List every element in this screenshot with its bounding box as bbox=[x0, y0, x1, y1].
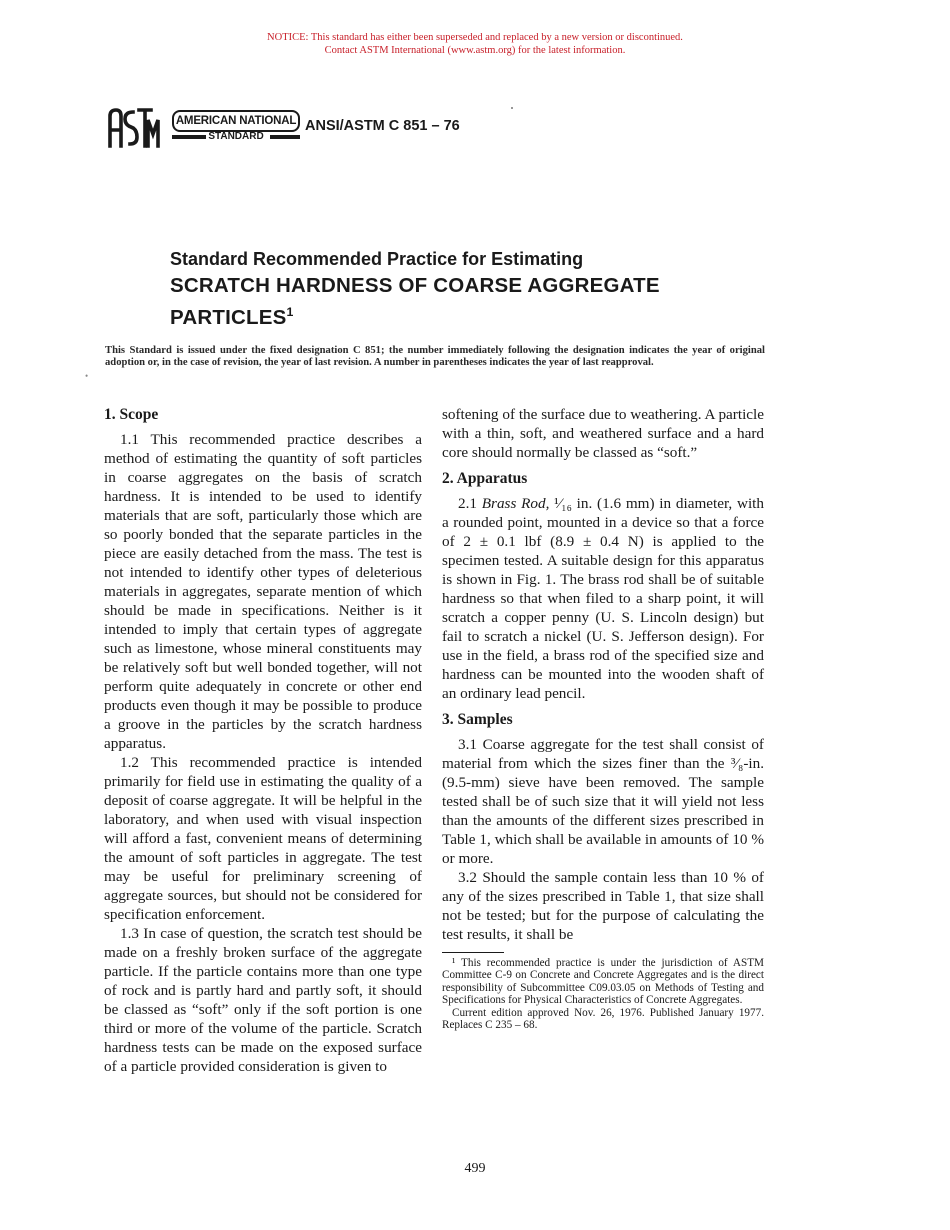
paragraph-3-1: 3.1 Coarse aggregate for the test shall consist of material from which the sizes finer than the ³⁄₈-in. (9.5-mm) sieve have been removed. The sample tested shall be of such size that it will yield not less than the amounts of the different sizes prescribed in Table 1, which shall be available in amounts of 10 % or more. bbox=[442, 736, 764, 867]
paragraph-1-3-continued: softening of the surface due to weathering. A particle with a thin, soft, and weathered surface and a hard core should normally be classed as “soft.” bbox=[442, 406, 764, 461]
title-line-1: Standard Recommended Practice for Estimating bbox=[170, 249, 584, 269]
left-column bbox=[104, 405, 422, 1076]
footnote bbox=[442, 957, 764, 1031]
badge-bottom-label: STANDARD bbox=[208, 131, 264, 142]
supersession-notice bbox=[0, 31, 950, 57]
standard-designation: ANSI/ASTM C 851 – 76 bbox=[305, 118, 460, 134]
notice-line-1: NOTICE: This standard has either been superseded and replaced by a new version or discontinued. bbox=[267, 32, 683, 43]
paragraph-3-2: 3.2 Should the sample contain less than 10 % of any of the sizes prescribed in Table 1, that size shall not be tested; but for the purpose of calculating the test results, it shall be bbox=[442, 869, 764, 943]
margin-mark: • bbox=[85, 371, 89, 381]
paragraph-2-1-number: 2.1 bbox=[458, 495, 477, 512]
paragraph-2-1-text: ¹⁄₁₆ in. (1.6 mm) in diameter, with a rounded point, mounted in a device so that a force of 2 ± 0.1 lbf (8.9 ± 0.4 N) is applied to the specimen tested. A suitable design for this apparatus is shown in Fig. 1. The brass rod shall be of suitable hardness so that when filed to a sharp point, it will scratch a copper penny (U. S. Lincoln design) but fail to scratch a nickel (U. S. Jefferson design). For use in the field, a brass rod of the specified size and hardness can be mounted into the wooden shaft of an ordinary lead pencil. bbox=[442, 495, 764, 702]
title-line-3-text: PARTICLES bbox=[170, 305, 287, 329]
paragraph-1-3: 1.3 In case of question, the scratch test should be made on a freshly broken surface of the aggregate particle. If the particle contains more than one type of rock and is partly hard and partly soft, it should be classed as “soft” only if the soft portion is one third or more of the volume of the particle. Scratch hardness tests can be made on the exposed surface of a particle provided consideration is given to bbox=[104, 925, 422, 1075]
badge-right-bar bbox=[270, 135, 300, 139]
scan-speck bbox=[511, 107, 513, 109]
section-heading-apparatus: 2. Apparatus bbox=[442, 470, 528, 487]
right-column bbox=[442, 405, 764, 1031]
title-footnote-mark: 1 bbox=[286, 305, 294, 319]
section-heading-scope: 1. Scope bbox=[104, 406, 159, 423]
paragraph-1-2: 1.2 This recommended practice is intended primarily for field use in estimating the quality of a deposit of coarse aggregate. It will be helpful in the laboratory, and when used with visual inspection will afford a fast, convenient means of determining the amount of soft particles in aggregate. The test may be useful for preliminary screening of aggregate sources, but should not be considered for specification enforcement. bbox=[104, 754, 422, 923]
astm-logo-icon bbox=[106, 106, 160, 150]
title-line-2: SCRATCH HARDNESS OF COARSE AGGREGATE bbox=[170, 274, 660, 297]
badge-top-label: AMERICAN NATIONAL bbox=[172, 110, 300, 132]
footnote-separator bbox=[442, 952, 504, 953]
american-national-standard-badge bbox=[172, 110, 300, 140]
issue-note: This Standard is issued under the fixed designation C 851; the number immediately following the designation indicates the year of original adoption or, in the case of revision, the year of last revision. A number in parentheses indicates the year of last reapproval. bbox=[105, 345, 765, 368]
document-title bbox=[170, 246, 770, 331]
paragraph-2-1-term: Brass Rod, bbox=[481, 495, 550, 512]
footnote-1: ¹ This recommended practice is under the jurisdiction of ASTM Committee C-9 on Concrete and Concrete Aggregates and is the direct responsibility of Subcommittee C09.03.05 on Methods of Testing and Specifications for Physical Characteristics of Concrete Aggregates. bbox=[442, 957, 764, 1007]
paragraph-2-1 bbox=[442, 494, 764, 703]
section-heading-samples: 3. Samples bbox=[442, 711, 513, 728]
footnote-edition: Current edition approved Nov. 26, 1976. Published January 1977. Replaces C 235 – 68. bbox=[442, 1006, 764, 1032]
title-line-3 bbox=[170, 299, 770, 331]
notice-line-2: Contact ASTM International (www.astm.org) for the latest information. bbox=[324, 45, 626, 56]
paragraph-1-1: 1.1 This recommended practice describes a method of estimating the quantity of soft particles in coarse aggregates on the basis of scratch hardness. It is intended to be used to identify materials that are soft, particularly those which are so poorly bonded that the separate particles in the piece are easily detached from the mass. The test is not intended to identify other types of deleterious materials in aggregates, separate mention of which should be made in specifications. Neither is it intended to imply that certain types of aggregate such as limestone, whose mineral constituents may be relatively soft but well bonded together, will not perform quite adequately in concrete or other end products even though it may be possible to produce a groove in the particles by the scratch hardness apparatus. bbox=[104, 431, 422, 752]
page-number: 499 bbox=[464, 1161, 486, 1176]
